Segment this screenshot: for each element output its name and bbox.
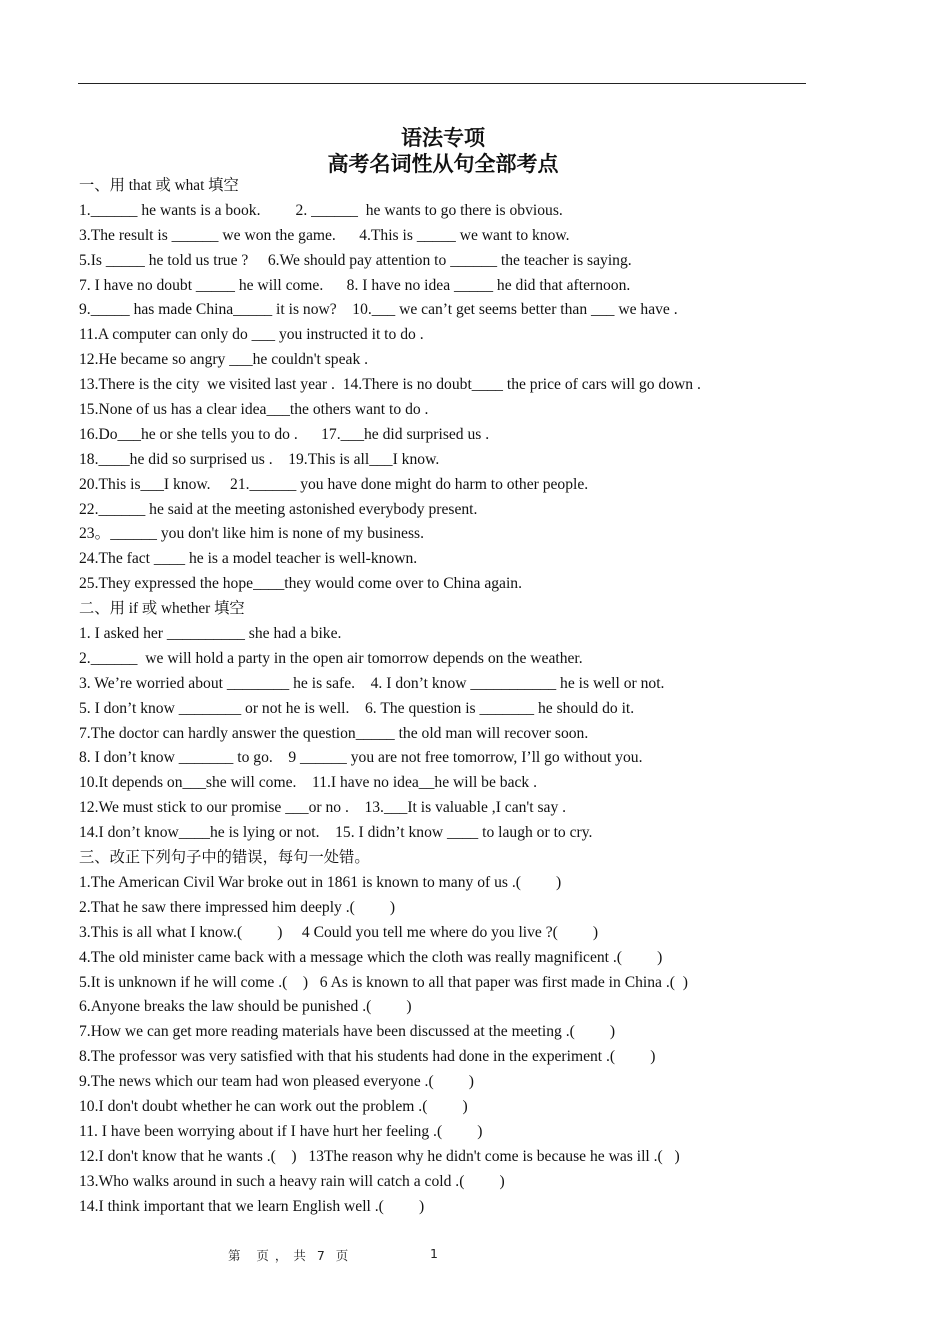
exercise-line: 12.We must stick to our promise ___or no . 13.___It is valuable ,I can't say . — [79, 799, 567, 817]
exercise-line: 5. I don’t know ________ or not he is well. 6. The question is _______ he should do it. — [79, 699, 635, 717]
exercise-line: 1. I asked her __________ she had a bike. — [79, 625, 342, 643]
exercise-line: 8.The professor was very satisfied with that his students had done in the experiment .( ) — [79, 1048, 656, 1066]
page-count-text: 第 页 ， 共 7 页 — [228, 1248, 350, 1263]
exercise-line: 10.It depends on___she will come. 11.I have no idea__he will be back . — [79, 774, 538, 792]
exercise-line: 3.This is all what I know.( ) 4 Could you tell me where do you live ?( ) — [79, 923, 599, 941]
exercise-line: 13.There is the city we visited last year . 14.There is no doubt____ the price of cars will go down . — [79, 376, 701, 394]
exercise-line: 12.He became so angry ___he couldn't speak . — [79, 351, 369, 369]
exercise-line: 9.The news which our team had won pleased everyone .( ) — [79, 1073, 474, 1091]
exercise-line: 11. I have been worrying about if I have hurt her feeling .( ) — [79, 1122, 483, 1140]
header-rule — [78, 83, 806, 84]
exercise-line: 6.Anyone breaks the law should be punished .( ) — [79, 998, 412, 1016]
exercise-line: 3. We’re worried about ________ he is safe. 4. I don’t know ___________ he is well or not. — [79, 674, 665, 692]
exercise-line: 9._____ has made China_____ it is now? 10.___ we can’t get seems better than ___ we have . — [79, 301, 678, 319]
document-subtitle: 高考名词性从句全部考点 — [327, 152, 559, 176]
exercise-line: 18.____he did so surprised us . 19.This is all___I know. — [79, 450, 440, 468]
section-heading-if-whether: 二、用 if 或 whether 填空 — [79, 600, 245, 618]
exercise-line: 8. I don’t know _______ to go. 9 ______ you are not free tomorrow, I’ll go without you. — [79, 749, 643, 767]
page-footer — [0, 1246, 950, 1266]
exercise-line: 12.I don't know that he wants .( ) 13The reason why he didn't come is because he was ill .( ) — [79, 1147, 680, 1165]
section-heading-error-correction: 三、改正下列句子中的错误，每句一处错。 — [79, 849, 370, 867]
exercise-line: 20.This is___I know. 21.______ you have done might do harm to other people. — [79, 475, 589, 493]
exercise-line: 25.They expressed the hope____they would come over to China again. — [79, 575, 523, 593]
exercise-content — [79, 174, 879, 1219]
exercise-line: 22.______ he said at the meeting astonished everybody present. — [79, 500, 478, 518]
exercise-line: 2.______ we will hold a party in the open air tomorrow depends on the weather. — [79, 649, 583, 667]
exercise-line: 24.The fact ____ he is a model teacher is well-known. — [79, 550, 418, 568]
exercise-line: 14.I don’t know____he is lying or not. 15. I didn’t know ____ to laugh or to cry. — [79, 824, 593, 842]
exercise-line: 2.That he saw there impressed him deeply .( ) — [79, 898, 396, 916]
exercise-line: 13.Who walks around in such a heavy rain will catch a cold .( ) — [79, 1172, 505, 1190]
exercise-line: 1.The American Civil War broke out in 1861 is known to many of us .( ) — [79, 873, 562, 891]
exercise-line: 4.The old minister came back with a message which the cloth was really magnificent .( ) — [79, 948, 663, 966]
exercise-line: 15.None of us has a clear idea___the others want to do . — [79, 401, 429, 419]
exercise-line: 7.How we can get more reading materials have been discussed at the meeting .( ) — [79, 1023, 616, 1041]
exercise-line: 23。______ you don't like him is none of my business. — [79, 525, 424, 543]
section-error-correction-items — [79, 871, 879, 1219]
exercise-line: 7. I have no doubt _____ he will come. 8. I have no idea _____ he did that afternoon. — [79, 276, 631, 294]
exercise-line: 5.It is unknown if he will come .( ) 6 As is known to all that paper was first made in China .( ) — [79, 973, 688, 991]
document-title: 语法专项 — [401, 126, 485, 150]
exercise-line: 11.A computer can only do ___ you instructed it to do . — [79, 326, 424, 344]
section-if-whether-items — [79, 622, 879, 846]
exercise-line: 10.I don't doubt whether he can work out the problem .( ) — [79, 1097, 468, 1115]
exercise-line: 1.______ he wants is a book. 2. ______ he wants to go there is obvious. — [79, 201, 563, 219]
exercise-line: 14.I think important that we learn English well .( ) — [79, 1197, 425, 1215]
exercise-line: 3.The result is ______ we won the game. 4.This is _____ we want to know. — [79, 226, 570, 244]
page-number: 1 — [430, 1246, 438, 1261]
exercise-line: 7.The doctor can hardly answer the question_____ the old man will recover soon. — [79, 724, 589, 742]
section-heading-that-what: 一、用 that 或 what 填空 — [79, 177, 239, 194]
exercise-line: 16.Do___he or she tells you to do . 17.___he did surprised us . — [79, 425, 490, 443]
exercise-line: 5.Is _____ he told us true ? 6.We should pay attention to ______ the teacher is saying. — [79, 251, 632, 269]
section-that-what-items — [79, 199, 879, 597]
